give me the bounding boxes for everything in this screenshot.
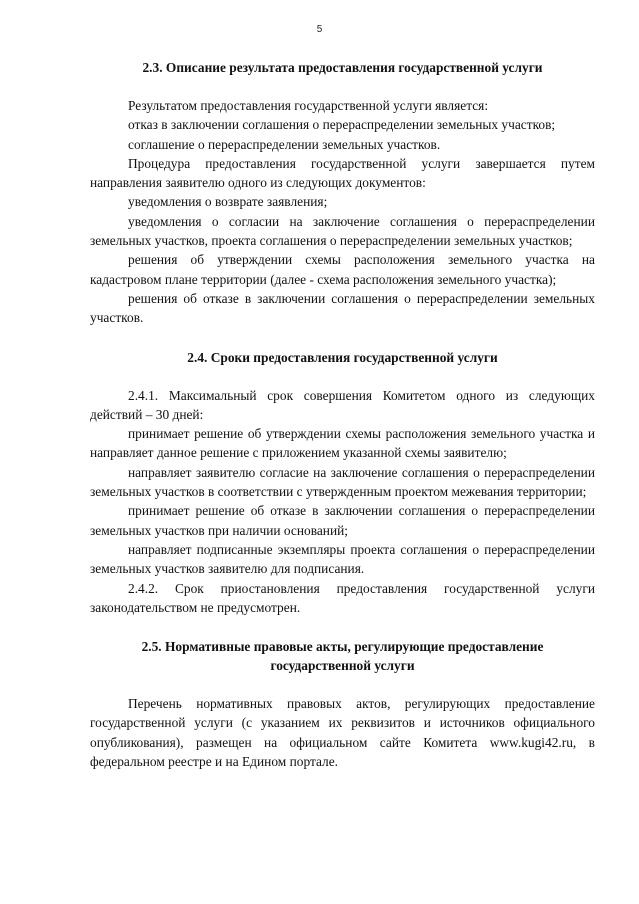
paragraph: соглашение о перераспределении земельных участков. xyxy=(128,136,441,152)
section-2-4-body xyxy=(90,386,595,618)
section-2-5-body xyxy=(90,694,595,771)
paragraph: Процедура предоставления государственной услуги завершается путем направления заявителю одного из следующих документов: xyxy=(90,155,595,191)
paragraph: 2.4.1. Максимальный срок совершения Комитетом одного из следующих действий – 30 дней: xyxy=(90,387,595,422)
document-body xyxy=(90,58,595,771)
paragraph: направляет подписанные экземпляры проекта соглашения о перераспределении земельных участков заявителю для подписания. xyxy=(90,541,595,577)
section-heading-2-5-line2: государственной услуги xyxy=(270,658,415,674)
paragraph: уведомления о согласии на заключение соглашения о перераспределении земельных участков, проекта соглашения о перераспределении земельных участков; xyxy=(90,213,595,249)
section-heading-2-3: 2.3. Описание результата предоставления государственной услуги xyxy=(142,60,543,75)
paragraph: принимает решение об утверждении схемы расположения земельного участка и направляет данное решение с приложением указанной схемы заявителю; xyxy=(90,426,595,461)
section-2-3-body xyxy=(90,96,595,328)
section-heading-2-4: 2.4. Сроки предоставления государственной услуги xyxy=(187,349,498,365)
paragraph: решения об утверждении схемы расположения земельного участка на кадастровом плане территории (далее - схема расположения земельного участка); xyxy=(90,252,595,287)
paragraph: отказ в заключении соглашения о перераспределении земельных участков; xyxy=(128,117,556,133)
paragraph: 2.4.2. Срок приостановления предоставления государственной услуги законодательством не предусмотрен. xyxy=(90,580,595,615)
paragraph: Перечень нормативных правовых актов, регулирующих предоставление государственной услуги (с указанием их реквизитов и источников официального опубликования), размещен на официальном сайте Комитета www.kugi42.ru, в федеральном реестре и на Едином портале. xyxy=(90,696,595,770)
paragraph: уведомления о возврате заявления; xyxy=(128,194,328,210)
section-heading-2-5 xyxy=(90,637,595,675)
page-number: 5 xyxy=(316,24,323,35)
paragraph: принимает решение об отказе в заключении соглашения о перераспределении земельных участков при наличии оснований; xyxy=(90,503,595,538)
paragraph: направляет заявителю согласие на заключение соглашения о перераспределении земельных участков в соответствии с утвержденным проектом межевания территории; xyxy=(90,464,595,500)
section-heading-2-5-line1: 2.5. Нормативные правовые акты, регулирующие предоставление xyxy=(141,639,544,655)
paragraph: Результатом предоставления государственной услуги является: xyxy=(128,98,489,113)
paragraph: решения об отказе в заключении соглашения о перераспределении земельных участков. xyxy=(90,290,595,326)
